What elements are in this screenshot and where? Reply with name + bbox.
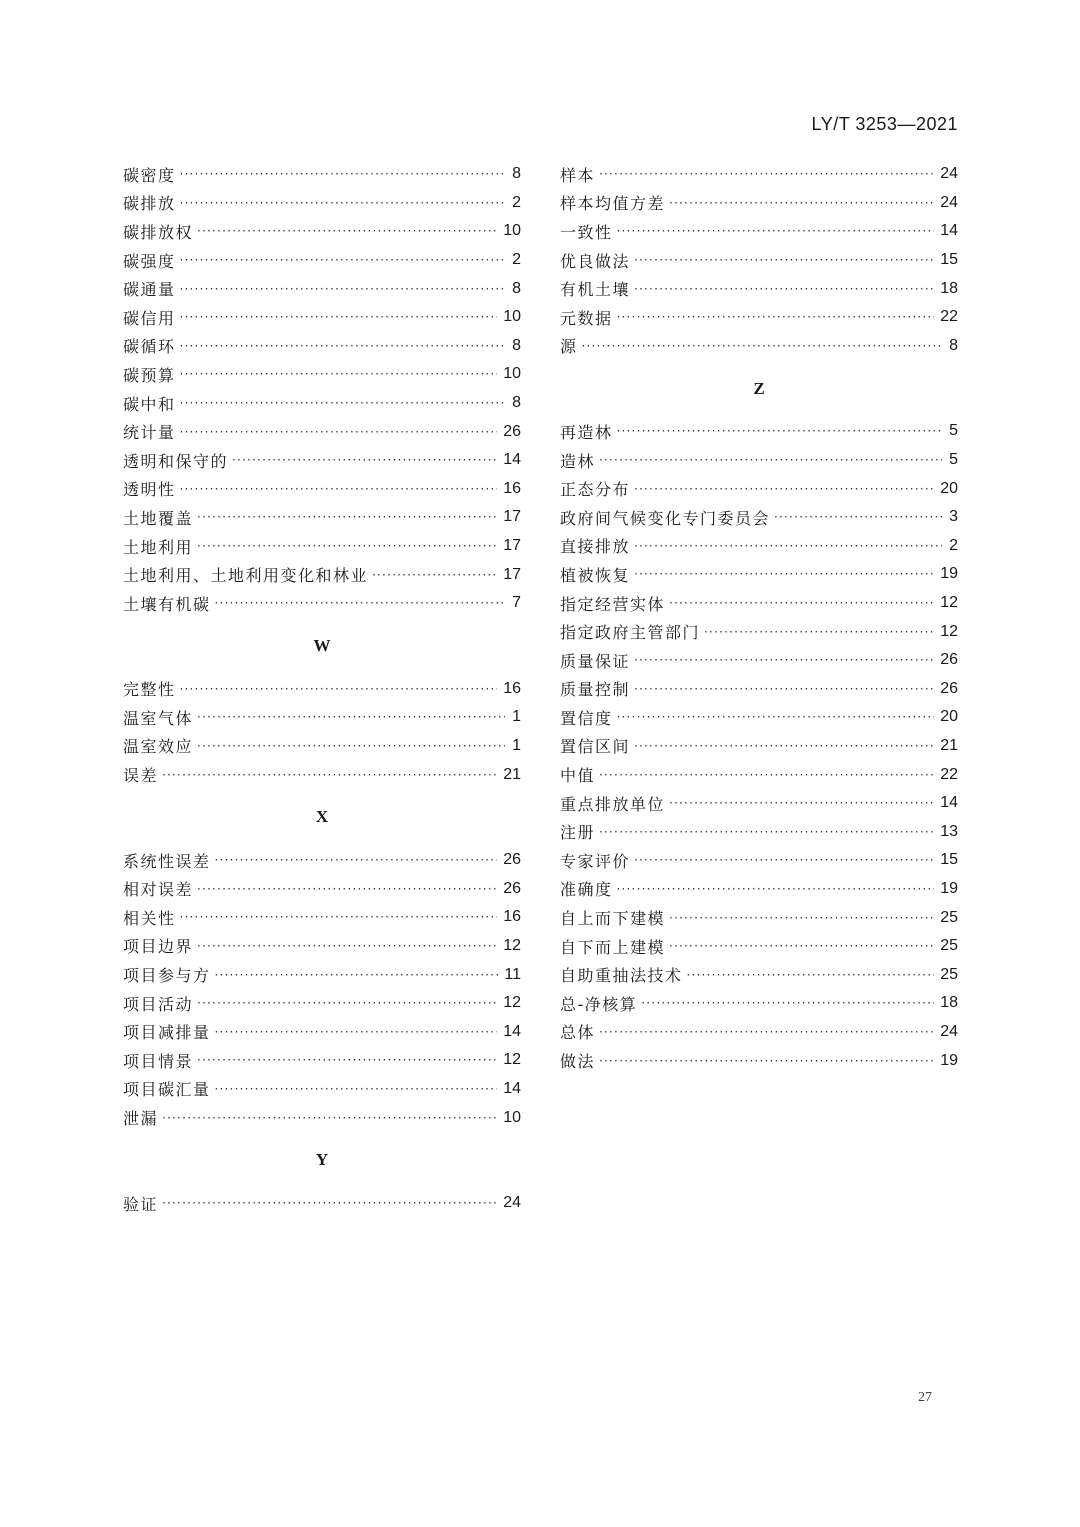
index-page-number: 12 xyxy=(940,594,958,612)
index-term: 样本 xyxy=(560,165,596,185)
index-term: 置信区间 xyxy=(560,737,631,757)
index-page-number: 17 xyxy=(503,508,521,526)
leader-dots xyxy=(669,939,934,953)
index-page-number: 14 xyxy=(940,794,958,812)
leader-dots xyxy=(704,625,934,639)
leader-dots xyxy=(634,539,942,553)
leader-dots xyxy=(599,453,942,467)
index-entry xyxy=(560,189,958,218)
leader-dots xyxy=(180,482,498,496)
index-entry xyxy=(123,1046,521,1075)
leader-dots xyxy=(215,1082,498,1096)
index-term: 做法 xyxy=(560,1052,596,1072)
leader-dots xyxy=(197,939,497,953)
leader-dots xyxy=(232,453,497,467)
index-term: 碳中和 xyxy=(123,394,176,414)
index-term: 温室效应 xyxy=(123,737,194,757)
index-term: 透明性 xyxy=(123,480,176,500)
index-entry xyxy=(123,417,521,446)
index-page-number: 13 xyxy=(940,822,958,840)
leader-dots xyxy=(180,396,505,410)
leader-dots xyxy=(180,167,505,181)
index-page-number: 12 xyxy=(503,936,521,954)
index-term: 碳预算 xyxy=(123,365,176,385)
index-page-number: 26 xyxy=(503,879,521,897)
leader-dots xyxy=(617,710,935,724)
leader-dots xyxy=(162,1196,497,1210)
index-term: 自助重抽法技术 xyxy=(560,966,683,986)
index-entry xyxy=(123,903,521,932)
index-entry xyxy=(560,160,958,189)
index-entry xyxy=(123,560,521,589)
index-entry xyxy=(560,846,958,875)
index-term: 直接排放 xyxy=(560,537,631,557)
index-entry xyxy=(123,1017,521,1046)
index-term: 质量保证 xyxy=(560,651,631,671)
index-page-number: 5 xyxy=(949,451,958,469)
leader-dots xyxy=(197,510,497,524)
index-page-number: 3 xyxy=(949,508,958,526)
index-term: 中值 xyxy=(560,766,596,786)
index-page-number: 15 xyxy=(940,851,958,869)
index-term: 透明和保守的 xyxy=(123,451,229,471)
index-entry xyxy=(560,217,958,246)
index-term: 土地覆盖 xyxy=(123,508,194,528)
index-page-number: 21 xyxy=(503,765,521,783)
index-entry xyxy=(560,960,958,989)
leader-dots xyxy=(687,968,935,982)
index-page-number: 2 xyxy=(512,193,521,211)
index-term: 再造林 xyxy=(560,422,613,442)
index-entry xyxy=(560,989,958,1018)
leader-dots xyxy=(641,996,934,1010)
index-page-number: 10 xyxy=(503,1108,521,1126)
index-entry xyxy=(123,332,521,361)
index-term: 碳排放 xyxy=(123,194,176,214)
index-page-number: 14 xyxy=(503,1022,521,1040)
index-term: 总体 xyxy=(560,1023,596,1043)
index-page-number: 26 xyxy=(940,651,958,669)
index-page-number: 7 xyxy=(512,594,521,612)
index-term: 泄漏 xyxy=(123,1109,159,1129)
index-term: 注册 xyxy=(560,823,596,843)
index-page-number: 14 xyxy=(503,1079,521,1097)
index-entry xyxy=(123,960,521,989)
index-term: 正态分布 xyxy=(560,480,631,500)
leader-dots xyxy=(669,596,934,610)
leader-dots xyxy=(617,224,935,238)
index-page-number: 15 xyxy=(940,251,958,269)
index-entry xyxy=(560,817,958,846)
index-term: 相关性 xyxy=(123,908,176,928)
index-term: 植被恢复 xyxy=(560,565,631,585)
index-term: 指定政府主管部门 xyxy=(560,623,701,643)
index-entry xyxy=(560,246,958,275)
index-entry xyxy=(560,675,958,704)
leader-dots xyxy=(162,768,497,782)
index-term: 造林 xyxy=(560,451,596,471)
index-term: 源 xyxy=(560,337,578,357)
index-entry xyxy=(560,589,958,618)
index-term: 项目活动 xyxy=(123,994,194,1014)
index-page-number: 18 xyxy=(940,279,958,297)
index-term: 碳循环 xyxy=(123,337,176,357)
leader-dots xyxy=(180,253,505,267)
index-page-number: 2 xyxy=(512,251,521,269)
index-entry xyxy=(123,274,521,303)
index-term: 系统性误差 xyxy=(123,851,211,871)
index-page-number: 12 xyxy=(503,1051,521,1069)
index-page-number: 8 xyxy=(512,279,521,297)
index-term: 自上而下建模 xyxy=(560,909,666,929)
index-page-number: 19 xyxy=(940,879,958,897)
index-page-number: 24 xyxy=(940,165,958,183)
index-entry xyxy=(560,932,958,961)
leader-dots xyxy=(215,596,505,610)
index-entry xyxy=(560,446,958,475)
index-entry xyxy=(123,846,521,875)
leader-dots xyxy=(634,253,934,267)
leader-dots xyxy=(197,1053,497,1067)
index-page-number: 18 xyxy=(940,994,958,1012)
index-term: 碳信用 xyxy=(123,308,176,328)
index-entry xyxy=(123,703,521,732)
index-term: 项目减排量 xyxy=(123,1023,211,1043)
leader-dots xyxy=(197,224,497,238)
index-term: 项目碳汇量 xyxy=(123,1080,211,1100)
leader-dots xyxy=(197,882,497,896)
index-page-number: 14 xyxy=(503,451,521,469)
index-column-left xyxy=(123,160,521,1217)
leader-dots xyxy=(599,1054,934,1068)
index-term: 误差 xyxy=(123,766,159,786)
index-entry xyxy=(123,732,521,761)
index-term: 一致性 xyxy=(560,222,613,242)
index-section-letter: X xyxy=(315,807,329,827)
index-entry xyxy=(560,703,958,732)
index-entry xyxy=(560,503,958,532)
index-page-number: 26 xyxy=(503,851,521,869)
index-page-number: 20 xyxy=(940,479,958,497)
index-term: 指定经营实体 xyxy=(560,594,666,614)
index-term: 土地利用 xyxy=(123,537,194,557)
index-page-number: 26 xyxy=(503,422,521,440)
index-page-number: 14 xyxy=(940,222,958,240)
index-term: 温室气体 xyxy=(123,708,194,728)
index-entry xyxy=(123,760,521,789)
index-page-number: 16 xyxy=(503,479,521,497)
index-page-number: 22 xyxy=(940,308,958,326)
index-term: 碳强度 xyxy=(123,251,176,271)
index-term: 政府间气候变化专门委员会 xyxy=(560,508,771,528)
index-entry xyxy=(560,875,958,904)
index-page-number: 25 xyxy=(940,965,958,983)
index-page-number: 25 xyxy=(940,908,958,926)
leader-dots xyxy=(180,425,498,439)
index-section-letter: Z xyxy=(753,378,765,398)
index-term: 碳通量 xyxy=(123,280,176,300)
index-entry xyxy=(123,675,521,704)
leader-dots xyxy=(197,739,505,753)
index-page-number: 12 xyxy=(940,622,958,640)
index-entry xyxy=(560,274,958,303)
leader-dots xyxy=(617,310,935,324)
index-entry xyxy=(123,446,521,475)
index-entry xyxy=(123,475,521,504)
index-entry xyxy=(123,932,521,961)
index-page-number: 12 xyxy=(503,994,521,1012)
index-entry xyxy=(123,360,521,389)
index-entry xyxy=(123,217,521,246)
index-entry xyxy=(560,789,958,818)
leader-dots xyxy=(617,882,935,896)
index-term: 碳密度 xyxy=(123,165,176,185)
leader-dots xyxy=(180,282,505,296)
leader-dots xyxy=(634,853,934,867)
leader-dots xyxy=(180,310,498,324)
index-column-right xyxy=(560,160,958,1075)
index-entry xyxy=(123,874,521,903)
index-entry xyxy=(560,903,958,932)
page-number: 27 xyxy=(918,1390,932,1405)
index-entry xyxy=(123,1103,521,1132)
index-page-number: 21 xyxy=(940,736,958,754)
leader-dots xyxy=(197,996,497,1010)
index-entry xyxy=(123,532,521,561)
index-section-letter: Y xyxy=(315,1150,329,1170)
index-page-number: 2 xyxy=(949,536,958,554)
index-page-number: 8 xyxy=(512,336,521,354)
index-page-number: 24 xyxy=(940,1022,958,1040)
leader-dots xyxy=(599,1025,934,1039)
index-entry xyxy=(560,760,958,789)
index-page-number: 8 xyxy=(949,336,958,354)
index-term: 相对误差 xyxy=(123,880,194,900)
leader-dots xyxy=(634,567,934,581)
index-entry xyxy=(560,1018,958,1047)
index-entry xyxy=(560,646,958,675)
index-entry xyxy=(123,1189,521,1218)
index-term: 重点排放单位 xyxy=(560,794,666,814)
index-page-number: 8 xyxy=(512,394,521,412)
index-page-number: 10 xyxy=(503,365,521,383)
leader-dots xyxy=(634,682,934,696)
index-term: 自下而上建模 xyxy=(560,937,666,957)
index-entry xyxy=(123,389,521,418)
leader-dots xyxy=(617,424,942,438)
index-page-number: 24 xyxy=(503,1194,521,1212)
leader-dots xyxy=(197,539,497,553)
index-entry xyxy=(123,246,521,275)
index-term: 土地利用、土地利用变化和林业 xyxy=(123,566,369,586)
index-page-number: 20 xyxy=(940,708,958,726)
index-term: 专家评价 xyxy=(560,851,631,871)
index-term: 样本均值方差 xyxy=(560,194,666,214)
index-term: 项目边界 xyxy=(123,937,194,957)
index-term: 置信度 xyxy=(560,708,613,728)
index-page-number: 1 xyxy=(512,736,521,754)
index-entry xyxy=(560,474,958,503)
index-entry xyxy=(123,989,521,1018)
leader-dots xyxy=(599,825,934,839)
leader-dots xyxy=(599,167,934,181)
index-term: 总-净核算 xyxy=(560,994,638,1014)
leader-dots xyxy=(634,653,934,667)
index-page-number: 10 xyxy=(503,308,521,326)
index-entry xyxy=(123,160,521,189)
index-page-number: 16 xyxy=(503,679,521,697)
leader-dots xyxy=(774,510,942,524)
index-page-number: 1 xyxy=(512,708,521,726)
leader-dots xyxy=(180,367,498,381)
leader-dots xyxy=(180,196,505,210)
leader-dots xyxy=(599,768,934,782)
leader-dots xyxy=(372,568,497,582)
index-term: 项目情景 xyxy=(123,1051,194,1071)
leader-dots xyxy=(215,853,498,867)
index-entry xyxy=(123,589,521,618)
index-entry xyxy=(560,303,958,332)
index-page-number: 19 xyxy=(940,1051,958,1069)
index-page-number: 16 xyxy=(503,908,521,926)
index-term: 质量控制 xyxy=(560,680,631,700)
leader-dots xyxy=(215,968,499,982)
index-entry xyxy=(560,332,958,361)
index-section-letter: W xyxy=(313,636,331,655)
index-term: 完整性 xyxy=(123,680,176,700)
index-page-number: 19 xyxy=(940,565,958,583)
index-page-number: 8 xyxy=(512,165,521,183)
index-term: 土壤有机碳 xyxy=(123,594,211,614)
leader-dots xyxy=(162,1111,497,1125)
index-term: 项目参与方 xyxy=(123,966,211,986)
index-entry xyxy=(560,1046,958,1075)
leader-dots xyxy=(215,1025,498,1039)
leader-dots xyxy=(669,911,934,925)
leader-dots xyxy=(180,910,498,924)
index-term: 元数据 xyxy=(560,308,613,328)
index-page-number: 26 xyxy=(940,679,958,697)
index-entry xyxy=(560,417,958,446)
index-page-number: 5 xyxy=(949,422,958,440)
standard-code-header: LY/T 3253—2021 xyxy=(811,114,958,134)
index-entry xyxy=(123,1075,521,1104)
index-page-number: 11 xyxy=(504,965,521,983)
index-page-number: 17 xyxy=(503,565,521,583)
leader-dots xyxy=(634,482,934,496)
leader-dots xyxy=(582,339,942,353)
index-page-number: 24 xyxy=(940,193,958,211)
index-entry xyxy=(123,503,521,532)
index-term: 验证 xyxy=(123,1194,159,1214)
index-entry xyxy=(123,303,521,332)
index-entry xyxy=(560,560,958,589)
leader-dots xyxy=(669,796,934,810)
index-page-number: 22 xyxy=(940,765,958,783)
leader-dots xyxy=(180,682,498,696)
index-term: 准确度 xyxy=(560,880,613,900)
leader-dots xyxy=(634,282,934,296)
leader-dots xyxy=(669,196,934,210)
index-term: 有机土壤 xyxy=(560,280,631,300)
index-entry xyxy=(560,532,958,561)
leader-dots xyxy=(197,710,505,724)
leader-dots xyxy=(180,339,505,353)
index-term: 优良做法 xyxy=(560,251,631,271)
index-term: 统计量 xyxy=(123,423,176,443)
index-entry xyxy=(560,617,958,646)
index-entry xyxy=(560,732,958,761)
index-page-number: 25 xyxy=(940,937,958,955)
index-page-number: 10 xyxy=(503,222,521,240)
index-term: 碳排放权 xyxy=(123,222,194,242)
leader-dots xyxy=(634,739,934,753)
index-entry xyxy=(123,189,521,218)
index-page-number: 17 xyxy=(503,537,521,555)
